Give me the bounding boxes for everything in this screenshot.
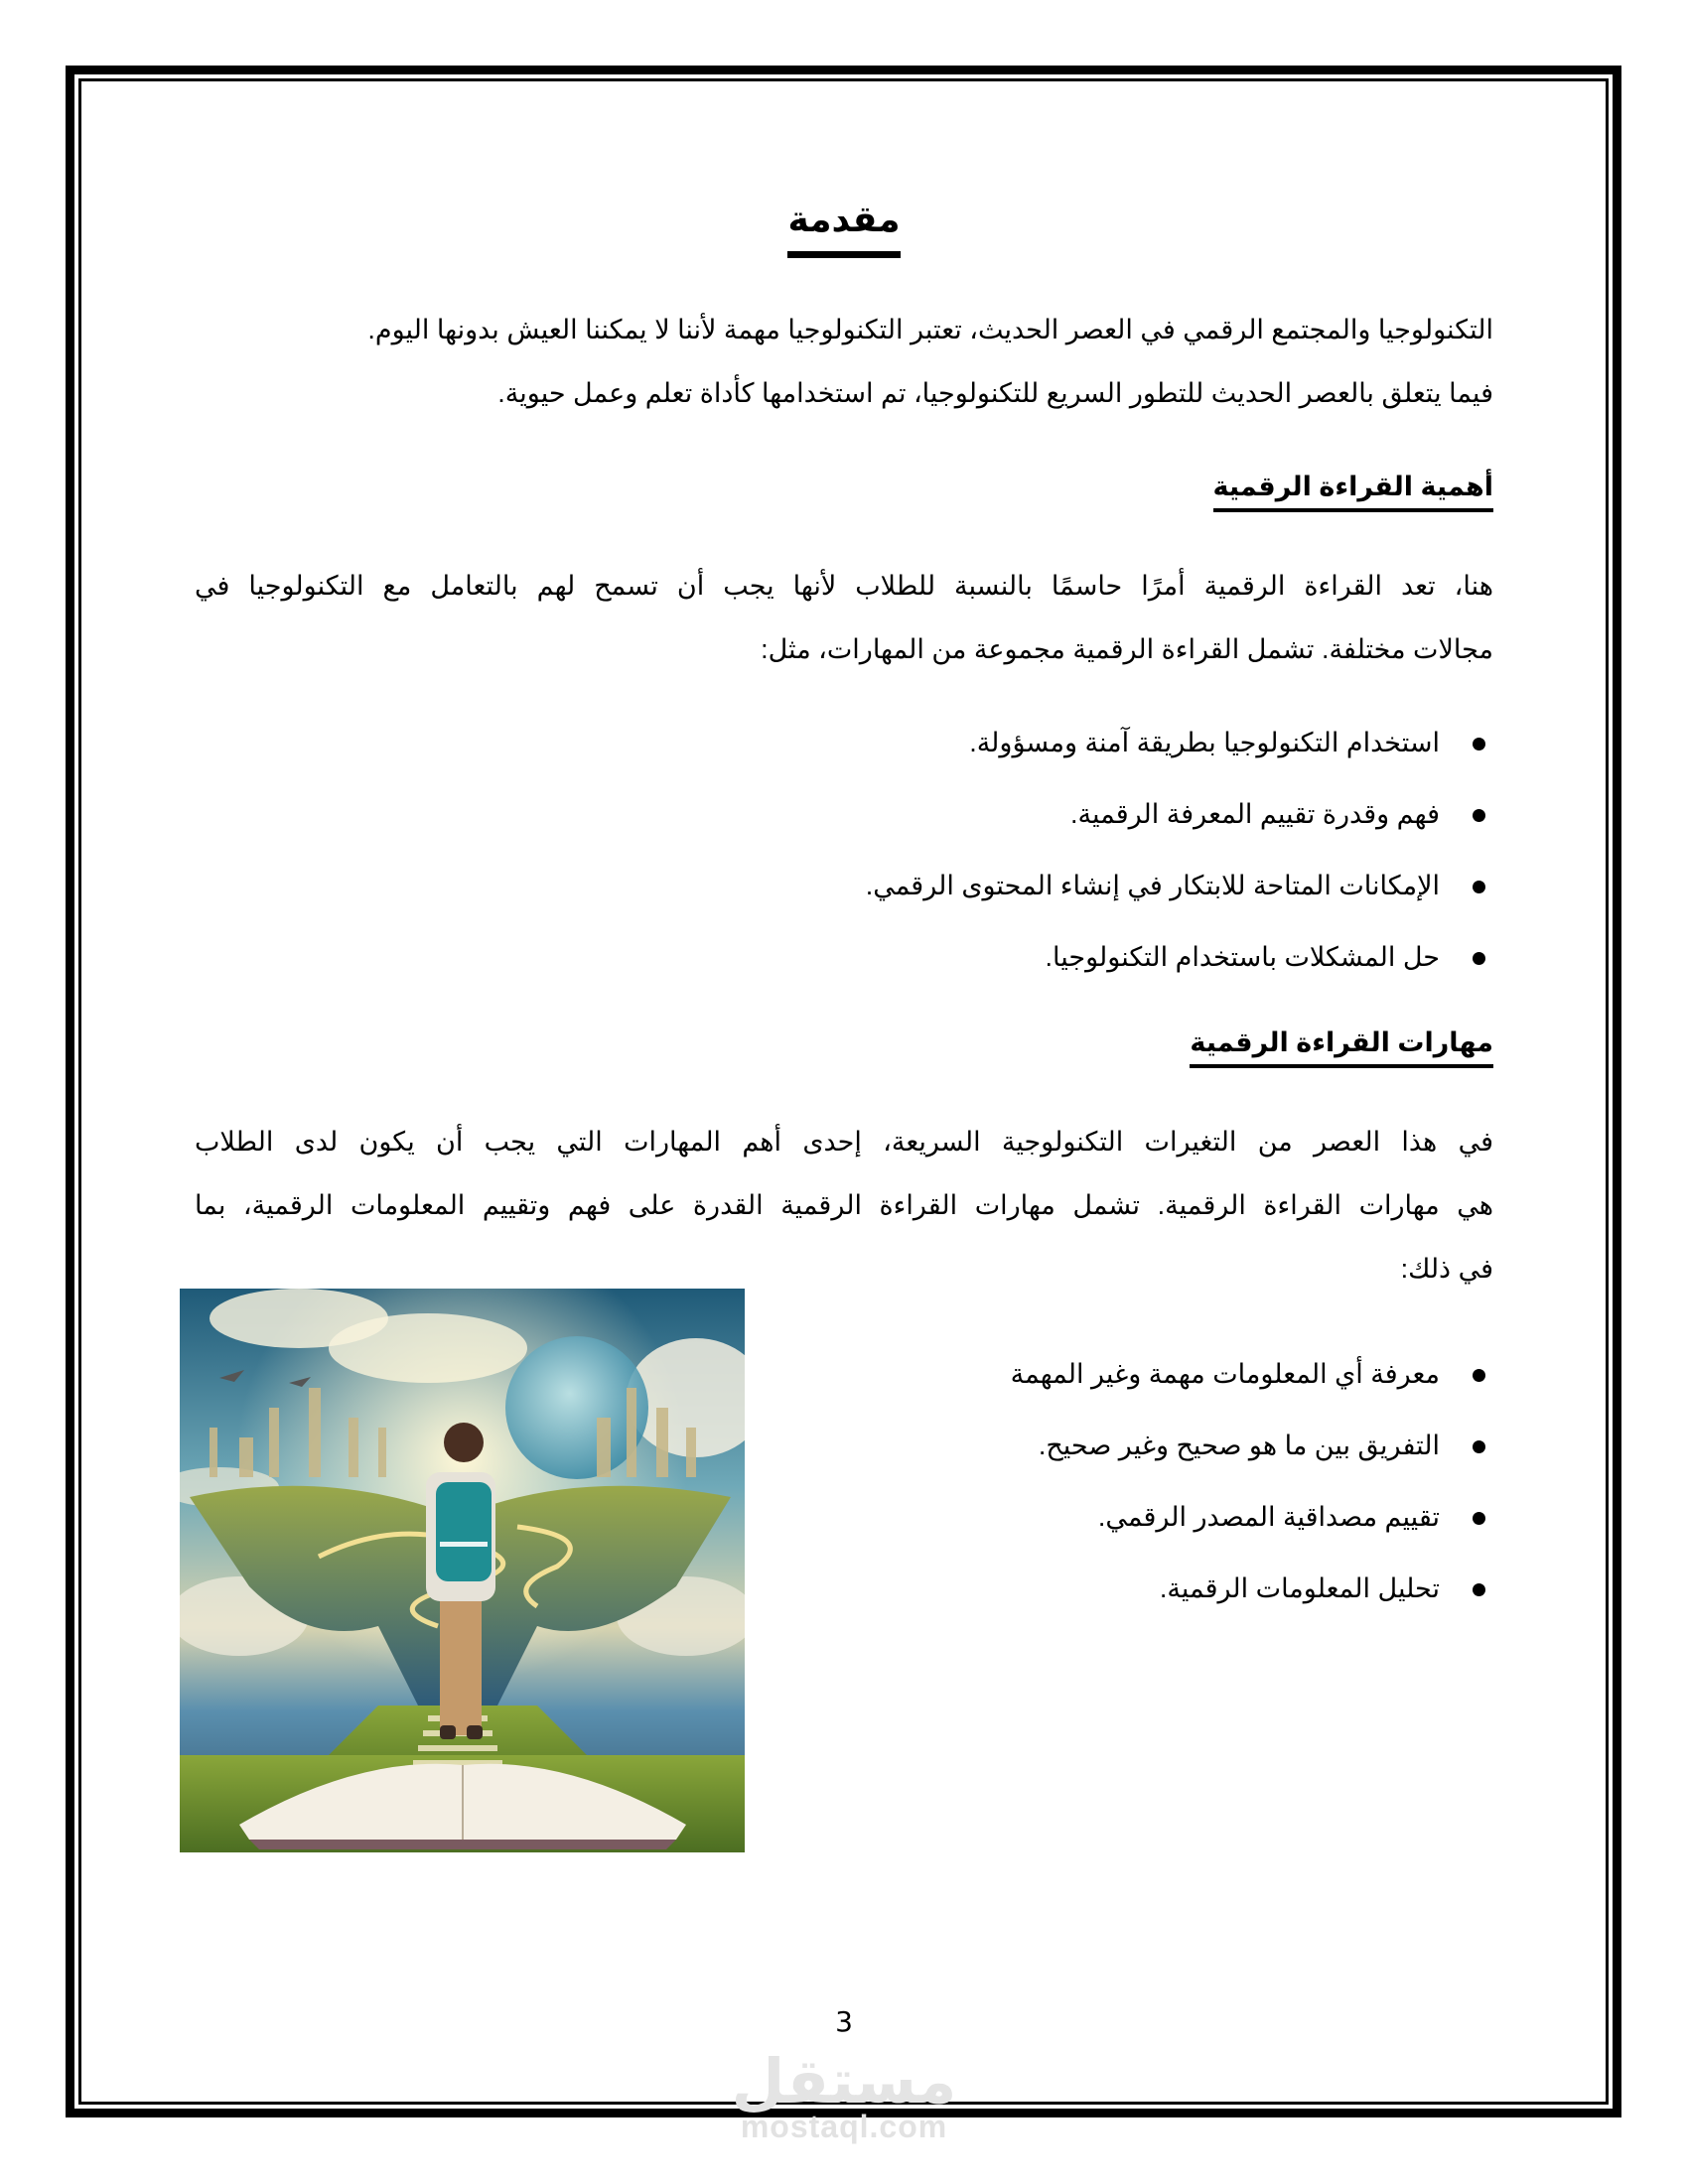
importance-line-1: هنا، تعد القراءة الرقمية أمرًا حاسمًا بالنسبة للطلاب لأنها يجب أن تسمح لهم بالتعامل مع التكنولوجيا في	[195, 571, 1493, 601]
bullet-icon	[1473, 809, 1485, 822]
bullet-icon	[1473, 738, 1485, 751]
importance-line-2: مجالات مختلفة. تشمل القراءة الرقمية مجموعة من المهارات، مثل:	[761, 634, 1493, 664]
skills-paragraph	[195, 1110, 1493, 1300]
list-item: معرفة أي المعلومات مهمة وغير المهمة	[1011, 1338, 1493, 1410]
importance-paragraph	[195, 554, 1493, 681]
watermark-latin: mostaql.com	[740, 2109, 948, 2144]
list-item: تقييم مصداقية المصدر الرقمي.	[1011, 1481, 1493, 1553]
bullet-icon	[1473, 1512, 1485, 1525]
watermark-arabic: مستقل	[731, 2048, 957, 2116]
intro-line-1: التكنولوجيا والمجتمع الرقمي في العصر الحديث، تعتبر التكنولوجيا مهمة لأننا لا يمكننا العيش بدونها اليوم.	[367, 315, 1493, 344]
page-number: 3	[835, 2005, 853, 2038]
bullet-icon	[1473, 881, 1485, 893]
bullet-icon	[1473, 1369, 1485, 1382]
list-item: حل المشكلات باستخدام التكنولوجيا.	[866, 921, 1493, 993]
intro-paragraph	[195, 298, 1493, 425]
list-item: استخدام التكنولوجيا بطريقة آمنة ومسؤولة.	[866, 707, 1493, 778]
list-item: فهم وقدرة تقييم المعرفة الرقمية.	[866, 778, 1493, 850]
list-item: التفريق بين ما هو صحيح وغير صحيح.	[1011, 1410, 1493, 1481]
section-heading-skills: مهارات القراءة الرقمية	[1190, 1023, 1493, 1068]
skills-line-1: في هذا العصر من التغيرات التكنولوجية السريعة، إحدى أهم المهارات التي يجب أن يكون لدى الطلاب	[195, 1127, 1493, 1157]
page-title: مقدمة	[0, 194, 1688, 258]
skills-bullet-list	[1011, 1338, 1493, 1624]
illustration-student-on-book-path	[180, 1289, 745, 1852]
list-item: تحليل المعلومات الرقمية.	[1011, 1553, 1493, 1624]
importance-bullet-list	[866, 707, 1493, 993]
bullet-icon	[1473, 1440, 1485, 1453]
intro-line-2: فيما يتعلق بالعصر الحديث للتطور السريع للتكنولوجيا، تم استخدامها كأداة تعلم وعمل حيوية.	[497, 378, 1493, 408]
skills-line-2: هي مهارات القراءة الرقمية. تشمل مهارات القراءة الرقمية القدرة على فهم وتقييم المعلومات الرقمية، بما	[195, 1190, 1493, 1220]
list-item: الإمكانات المتاحة للابتكار في إنشاء المحتوى الرقمي.	[866, 850, 1493, 921]
bullet-icon	[1473, 1583, 1485, 1596]
section-heading-importance: أهمية القراءة الرقمية	[1213, 467, 1493, 512]
skills-line-3: في ذلك:	[1400, 1254, 1493, 1284]
bullet-icon	[1473, 952, 1485, 965]
